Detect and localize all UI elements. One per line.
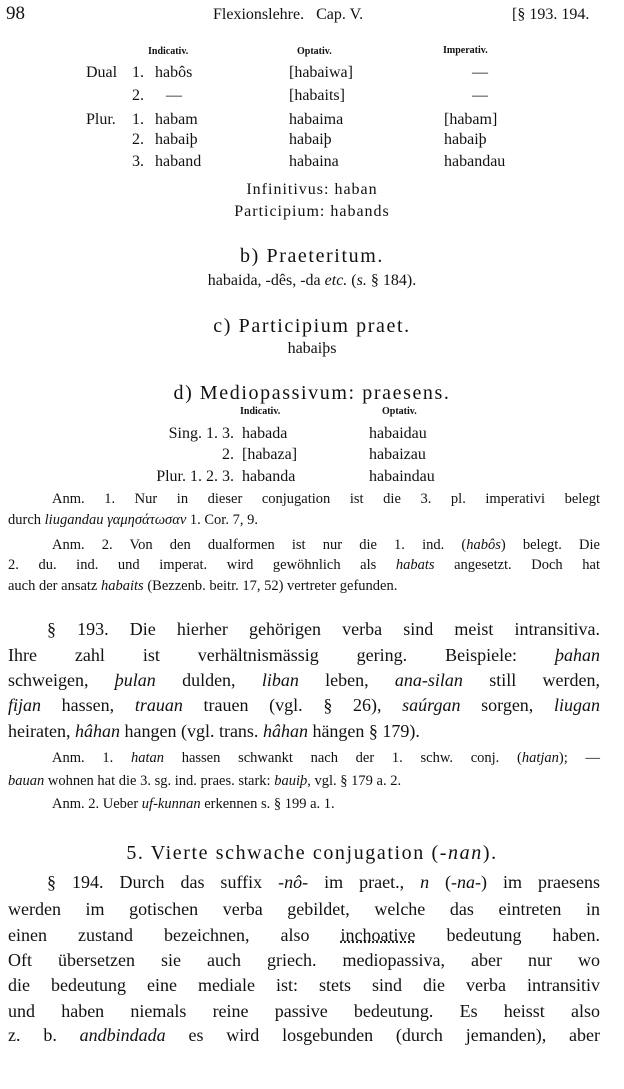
italic-term: n xyxy=(420,872,430,892)
row-label: Plur. 1. 2. 3. xyxy=(156,468,234,485)
italic-term: liban xyxy=(261,670,299,690)
text-segment: schweigen, xyxy=(8,670,115,690)
italic-term: bauiþ xyxy=(274,773,308,789)
row-label: Sing. 1. 3. xyxy=(168,425,234,442)
italic-term: bauan xyxy=(8,773,45,789)
text-line xyxy=(52,537,600,554)
text-segment: ( xyxy=(347,272,357,289)
italic-term: habôs xyxy=(466,537,501,553)
heading-praeteritum: b) Praeteritum. xyxy=(240,245,384,267)
text-segment: im praet., xyxy=(308,872,421,892)
optativ-form: habaindau xyxy=(369,468,435,485)
heading-section-5 xyxy=(0,841,624,865)
text-line xyxy=(8,557,600,574)
participium: Participium: habands xyxy=(234,203,390,220)
text-segment: trauen (vgl. § 26), xyxy=(182,695,403,715)
italic-term: saúrgan xyxy=(402,695,461,715)
text-line xyxy=(8,899,600,921)
text-line xyxy=(8,773,600,790)
text-line xyxy=(8,695,600,717)
imperativ-form: — xyxy=(472,87,488,104)
row-label: 2. xyxy=(222,446,234,463)
text-segment: § 193. Die hierher gehörigen verba sind meist intransitiva. xyxy=(47,619,600,639)
text-segment: es wird losgebunden (durch jemanden), aber xyxy=(165,1025,600,1045)
indicativ-form: haband xyxy=(155,153,202,170)
text-segment: durch xyxy=(8,512,45,528)
italic-term: þahan xyxy=(555,645,600,665)
indicativ-form: habada xyxy=(242,425,288,442)
text-line xyxy=(52,750,600,767)
italic-term: liugan xyxy=(553,695,600,715)
italic-term: -na- xyxy=(451,872,482,892)
column-header-optativ: Optativ. xyxy=(297,46,332,57)
page-number: 98 xyxy=(6,3,25,24)
text-line xyxy=(8,1025,600,1047)
indicativ-form: habam xyxy=(155,111,198,128)
row-label: Plur. xyxy=(86,111,116,128)
italic-term: liugandau γαμησάτωσαν xyxy=(44,512,187,528)
optativ-form: habaiþ xyxy=(289,131,332,148)
optativ-form: [habaits] xyxy=(289,87,345,104)
text-segment: Anm. 2. Ueber xyxy=(52,796,142,812)
italic-term: þulan xyxy=(114,670,156,690)
optativ-form: habaidau xyxy=(369,425,427,442)
column-header-imperativ: Imperativ. xyxy=(443,45,488,56)
imperativ-form: — xyxy=(472,64,488,81)
text-line xyxy=(8,950,600,972)
text-segment: 1. Cor. 7, 9. xyxy=(186,512,258,528)
text-segment: und haben niemals reine passive bedeutung. Es heisst also xyxy=(8,1001,600,1021)
text-line xyxy=(8,975,600,997)
text-segment: § 194. Durch das suffix xyxy=(47,872,279,892)
text-segment: angesetzt. Doch hat xyxy=(434,557,600,573)
text-line xyxy=(8,645,600,667)
text-line xyxy=(8,925,600,947)
text-segment: wohnen hat die 3. sg. ind. praes. stark: xyxy=(44,773,275,789)
text-segment: werden im gotischen verba gebildet, welche das eintreten in xyxy=(8,899,600,919)
text-segment: sorgen, xyxy=(460,695,554,715)
imperativ-form: habandau xyxy=(444,153,506,170)
optativ-form: habaina xyxy=(289,153,339,170)
text-segment: , vgl. § 179 a. 2. xyxy=(307,773,402,789)
text-segment: ) im praesens xyxy=(481,872,600,892)
heading-participium-praet: c) Participium praet. xyxy=(213,315,411,337)
text-segment: Oft übersetzen sie auch griech. mediopassiva, aber nur wo xyxy=(8,950,600,970)
italic-term: hatan xyxy=(130,750,164,766)
italic-term: andbindada xyxy=(79,1025,166,1045)
italic-term: uf-kunnan xyxy=(141,796,201,812)
text-segment: auch der ansatz xyxy=(8,578,101,594)
italic-term: etc. xyxy=(324,272,348,289)
italic-term: hâhan xyxy=(262,721,308,741)
text-segment: 5. Vierte schwache conjugation ( xyxy=(126,842,440,864)
text-segment: einen zustand bezeichnen, also xyxy=(8,925,341,945)
row-number: 2. xyxy=(132,87,144,104)
participium-praet-form: habaiþs xyxy=(287,340,337,357)
indicativ-form: habaiþ xyxy=(155,131,198,148)
italic-term: habats xyxy=(395,557,435,573)
text-line xyxy=(8,578,600,595)
text-segment: still werden, xyxy=(462,670,600,690)
text-segment: heiraten, xyxy=(8,721,75,741)
text-line xyxy=(8,1001,600,1023)
indicativ-form: habôs xyxy=(155,64,193,81)
text-segment: z. b. xyxy=(8,1025,80,1045)
text-segment: die bedeutung eine mediale ist: stets sind die verba intransitiv xyxy=(8,975,600,995)
text-segment: 2. du. ind. und imperat. wird gewöhnlich als xyxy=(8,557,396,573)
indicativ-form: [habaza] xyxy=(242,446,298,463)
infinitivus: Infinitivus: haban xyxy=(246,181,378,198)
text-segment: bedeutung haben. xyxy=(415,925,600,945)
italic-term: hatjan xyxy=(521,750,559,766)
text-line xyxy=(8,721,600,743)
column-header-indicativ: Indicativ. xyxy=(148,46,189,57)
text-segment: hängen § 179). xyxy=(307,721,420,741)
text-segment: hassen, xyxy=(41,695,135,715)
text-segment: § 184). xyxy=(366,272,417,289)
text-segment: hassen schwankt nach der 1. schw. conj. ( xyxy=(163,750,522,766)
text-line xyxy=(47,619,600,641)
row-number: 3. xyxy=(132,153,144,170)
text-segment: habaida, -dês, -da xyxy=(207,272,325,289)
imperativ-form: [habam] xyxy=(444,111,498,128)
italic-term: -nan xyxy=(439,842,483,864)
italic-term: hâhan xyxy=(74,721,120,741)
column-header-indicativ: Indicativ. xyxy=(240,406,281,417)
italic-term: habaits xyxy=(101,578,144,594)
text-segment: Anm. 2. Von den dualformen ist nur die 1. ind. ( xyxy=(52,537,467,553)
italic-term: -nô- xyxy=(278,872,309,892)
text-segment: ) belegt. Die xyxy=(500,537,600,553)
text-segment: erkennen s. § 199 a. 1. xyxy=(200,796,335,812)
text-segment: inchoative xyxy=(340,925,416,945)
indicativ-form: habanda xyxy=(242,468,296,485)
heading-mediopassivum: d) Mediopassivum: praesens. xyxy=(173,382,451,404)
italic-term: s. xyxy=(356,272,367,289)
text-segment: hangen (vgl. trans. xyxy=(119,721,263,741)
running-title: Flexionslehre. Cap. V. xyxy=(213,6,364,23)
italic-term: ana-silan xyxy=(394,670,463,690)
text-line xyxy=(8,670,600,692)
text-segment: Ihre zahl ist verhältnismässig gering. Beispiele: xyxy=(8,645,555,665)
text-segment: ( xyxy=(429,872,452,892)
row-number: 2. xyxy=(132,131,144,148)
text-segment: (Bezzenb. beitr. 17, 52) vertreter gefunden. xyxy=(143,578,398,594)
indicativ-form: — xyxy=(166,87,182,104)
text-segment: Anm. 1. xyxy=(52,750,131,766)
row-label: Dual xyxy=(86,64,118,81)
text-segment: ); — xyxy=(558,750,601,766)
section-reference: [§ 193. 194. xyxy=(512,6,590,23)
text-segment: ). xyxy=(482,842,498,864)
praeteritum-forms xyxy=(0,271,624,290)
column-header-optativ: Optativ. xyxy=(382,406,417,417)
text-line xyxy=(52,796,600,813)
text-segment: leben, xyxy=(298,670,395,690)
text-segment: Anm. 1. Nur in dieser conjugation ist die 3. pl. imperativi belegt xyxy=(52,491,600,507)
italic-term: fijan xyxy=(8,695,42,715)
optativ-form: habaima xyxy=(289,111,344,128)
imperativ-form: habaiþ xyxy=(444,131,487,148)
italic-term: trauan xyxy=(134,695,183,715)
optativ-form: [habaiwa] xyxy=(289,64,353,81)
text-line xyxy=(47,872,600,894)
row-number: 1. xyxy=(132,111,144,128)
row-number: 1. xyxy=(132,64,144,81)
text-segment: dulden, xyxy=(155,670,262,690)
text-line xyxy=(52,491,600,508)
text-line xyxy=(8,512,600,529)
optativ-form: habaizau xyxy=(369,446,426,463)
